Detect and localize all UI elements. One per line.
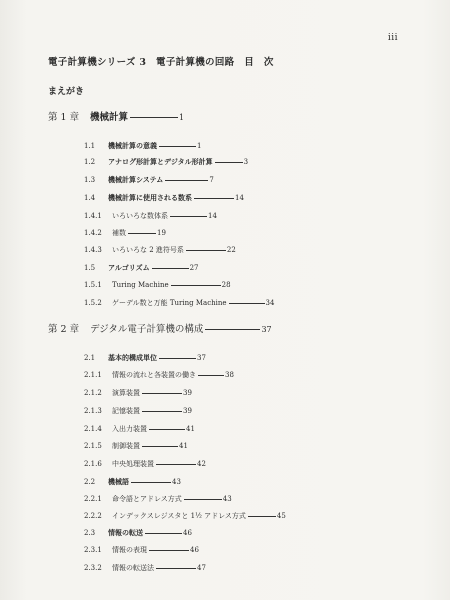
toc-entry [84,157,248,167]
leader-line [142,411,182,412]
leader-line [171,285,221,286]
toc-entry-page: 14 [208,212,217,220]
toc-entry [84,193,244,203]
toc-entry [84,441,188,451]
page-roman-number: iii [387,33,398,43]
toc-entry-page: 14 [235,194,244,202]
toc-entry-number: 1.4.2 [84,229,102,237]
toc-entry-number: 1.3 [84,176,96,184]
toc-entry-title: 情報の転送法 [112,564,154,572]
leader-line [194,198,234,199]
toc-entry-page: 39 [183,407,192,415]
leader-line [170,216,207,217]
toc-entry-page: 43 [222,495,232,503]
toc-entry-title: 機械計算の意義 [108,141,157,150]
toc-entry-title: 情報の流れと各装置の働き [112,371,196,379]
toc-entry-number: 2.2.1 [84,495,102,503]
leader-line [149,429,185,430]
toc-entry-page: 43 [172,478,181,486]
toc-entry-number: 2.1.1 [84,371,102,379]
toc-entry-number: 2.2.2 [84,512,102,520]
toc-entry-title: 機械計算に使用される数系 [108,193,192,202]
toc-entry-title: 命令語とアドレス方式 [112,495,182,503]
toc-entry [84,370,234,380]
toc-entry [84,353,206,363]
toc-entry-page: 3 [243,158,249,166]
toc-chapter-entry [48,111,184,124]
toc-entry [84,141,201,151]
toc-entry-page: 19 [157,229,166,237]
toc-entry-page: 37 [197,354,206,362]
toc-entry-title: いろいろな 2 進符号系 [112,246,184,254]
toc-entry-number: 2.3 [84,529,96,537]
leader-line [130,117,178,118]
toc-entry-title: いろいろな数体系 [112,212,168,220]
toc-entry [84,528,192,538]
toc-entry [84,175,214,185]
toc-entry [84,298,274,308]
toc-entry [84,388,192,398]
toc-entry [84,406,192,416]
toc-entry-page: 28 [221,281,231,289]
toc-entry-number: 2.1.3 [84,407,102,415]
toc-entry-page: 45 [276,512,286,520]
toc-entry-title: 演算装置 [112,389,140,397]
toc-entry-number: 1.5.1 [84,281,102,289]
toc-entry-title: 情報の転送 [108,528,143,537]
toc-entry [84,228,166,238]
leader-line [165,180,208,181]
toc-entry-number: 2.3.2 [84,564,102,572]
toc-entry [84,494,232,504]
toc-entry-page: 1 [179,113,185,122]
toc-entry-title: アルゴリズム [108,263,150,272]
toc-entry-number: 1.4 [84,194,96,202]
toc-entry [84,424,195,434]
leader-line [149,550,189,551]
toc-entry-number: 2.2 [84,478,96,486]
toc-entry [84,245,236,255]
toc-entry-number: 1.2 [84,158,96,166]
toc-entry-page: 41 [186,425,195,433]
leader-line [159,358,196,359]
leader-line [215,162,243,163]
toc-entry-number: 1.1 [84,142,96,150]
toc-entry-number: 2.1.2 [84,389,102,397]
leader-line [229,303,265,304]
leader-line [142,393,182,394]
toc-entry-title: 機械語 [108,477,129,486]
toc-entry-page: 47 [197,564,206,572]
toc-entry [84,280,231,290]
leader-line [205,329,260,330]
leader-line [159,146,196,147]
toc-entry-title: 基本的構成単位 [108,353,157,362]
toc-entry-page: 46 [190,546,199,554]
toc-entry [84,263,199,273]
leader-line [248,516,276,517]
toc-entry-number: 1.4.3 [84,246,102,254]
toc-entry-number: 1.4.1 [84,212,102,220]
toc-entry-page: 38 [225,371,234,379]
toc-entry-page: 1 [197,142,202,150]
toc-entry [84,563,206,573]
toc-entry-number: 1.5.2 [84,299,102,307]
toc-entry [84,545,199,555]
toc-entry-page: 39 [183,389,192,397]
toc-entry-page: 37 [261,325,272,334]
toc-entry-title: 補数 [112,229,126,237]
leader-line [184,499,222,500]
leader-line [156,568,196,569]
toc-chapter-entry [48,323,272,336]
toc-entry-title: 制御装置 [112,442,140,450]
toc-entry [84,511,286,521]
toc-entry-page: 46 [183,529,192,537]
toc-entry-title: デジタル電子計算機の構成 [90,324,204,335]
toc-entry-title: 機械計算システム [108,175,164,184]
toc-entry-page: 7 [209,176,214,184]
leader-line [198,375,224,376]
toc-entry-number: 2.1.6 [84,460,102,468]
toc-entry-title: 中央処理装置 [112,460,154,468]
preface-entry: まえがき [48,87,85,97]
toc-entry-number: 2.1 [84,354,96,362]
toc-entry-title: 機械計算 [90,112,129,123]
toc-entry-page: 27 [189,264,199,272]
toc-entry-title: Turing Machine [112,281,169,289]
toc-heading: 電子計算機シリーズ 3 電子計算機の回路 目 次 [48,57,274,68]
toc-entry-number: 第 2 章 [48,324,80,335]
toc-entry-title: ゲーデル数と万能 Turing Machine [112,299,227,307]
toc-entry-number: 2.3.1 [84,546,102,554]
leader-line [128,233,156,234]
toc-entry-title: 情報の表現 [112,546,147,554]
toc-entry-number: 2.1.4 [84,425,102,433]
leader-line [186,250,226,251]
toc-entry-page: 41 [179,442,188,450]
leader-line [142,446,178,447]
toc-entry-number: 第 1 章 [48,112,80,123]
toc-entry-page: 42 [197,460,206,468]
toc-entry-title: インデックスレジスタと 1½ アドレス方式 [112,512,246,520]
toc-entry-number: 2.1.5 [84,442,102,450]
toc-entry-title: アナログ形計算とデジタル形計算 [108,157,213,166]
leader-line [152,268,189,269]
toc-entry-page: 34 [265,299,275,307]
toc-entry [84,477,181,487]
toc-entry [84,459,206,469]
toc-entry-page: 22 [226,246,236,254]
leader-line [131,482,171,483]
toc-entry-title: 入出力装置 [112,425,147,433]
toc-entry [84,211,217,221]
leader-line [156,464,196,465]
leader-line [145,533,182,534]
toc-entry-number: 1.5 [84,264,96,272]
toc-entry-title: 記憶装置 [112,407,140,415]
